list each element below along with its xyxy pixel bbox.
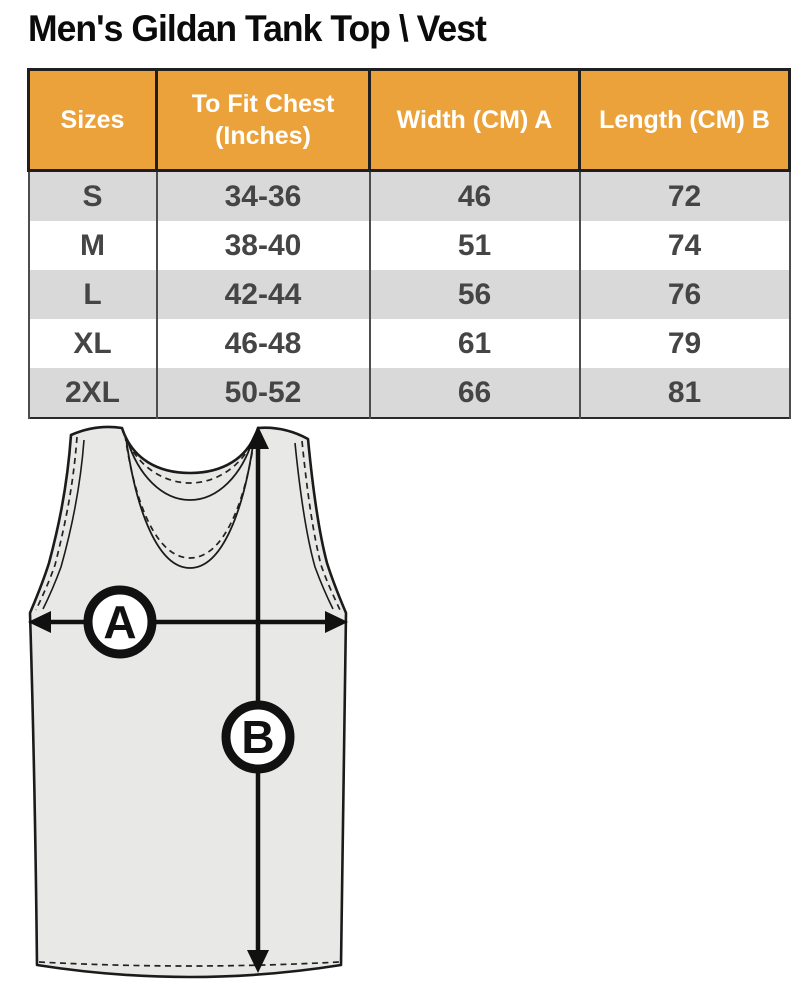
header-row <box>29 70 790 171</box>
cell-length: 74 <box>580 221 790 270</box>
cell-length: 72 <box>580 171 790 222</box>
cell-chest: 34-36 <box>157 171 370 222</box>
cell-length: 79 <box>580 319 790 368</box>
table-row-m <box>29 221 790 270</box>
tank-top-measurement-diagram <box>22 413 352 998</box>
cell-width: 46 <box>370 171 580 222</box>
tank-top-body <box>30 427 346 977</box>
cell-chest: 50-52 <box>157 368 370 418</box>
cell-chest: 46-48 <box>157 319 370 368</box>
col-header-length: Length (CM) B <box>580 70 790 171</box>
col-header-width: Width (CM) A <box>370 70 580 171</box>
cell-length: 76 <box>580 270 790 319</box>
table-row-2xl <box>29 368 790 418</box>
cell-width: 66 <box>370 368 580 418</box>
measurement-a-badge <box>88 590 152 654</box>
size-table-header <box>29 70 790 171</box>
page-title: Men's Gildan Tank Top \ Vest <box>28 8 486 49</box>
measurement-a-label: A <box>103 596 137 648</box>
cell-width: 56 <box>370 270 580 319</box>
size-table <box>27 68 791 419</box>
measurement-b-badge <box>226 705 290 769</box>
cell-size: L <box>29 270 157 319</box>
cell-size: S <box>29 171 157 222</box>
cell-length: 81 <box>580 368 790 418</box>
size-table-body <box>29 171 790 419</box>
cell-width: 51 <box>370 221 580 270</box>
measurement-b-label: B <box>241 711 275 763</box>
cell-width: 61 <box>370 319 580 368</box>
col-header-sizes: Sizes <box>29 70 157 171</box>
col-header-chest: To Fit Chest (Inches) <box>157 70 370 171</box>
table-row-xl <box>29 319 790 368</box>
cell-size: M <box>29 221 157 270</box>
table-row-s <box>29 171 790 222</box>
cell-size: XL <box>29 319 157 368</box>
table-row-l <box>29 270 790 319</box>
cell-chest: 38-40 <box>157 221 370 270</box>
cell-chest: 42-44 <box>157 270 370 319</box>
cell-size: 2XL <box>29 368 157 418</box>
